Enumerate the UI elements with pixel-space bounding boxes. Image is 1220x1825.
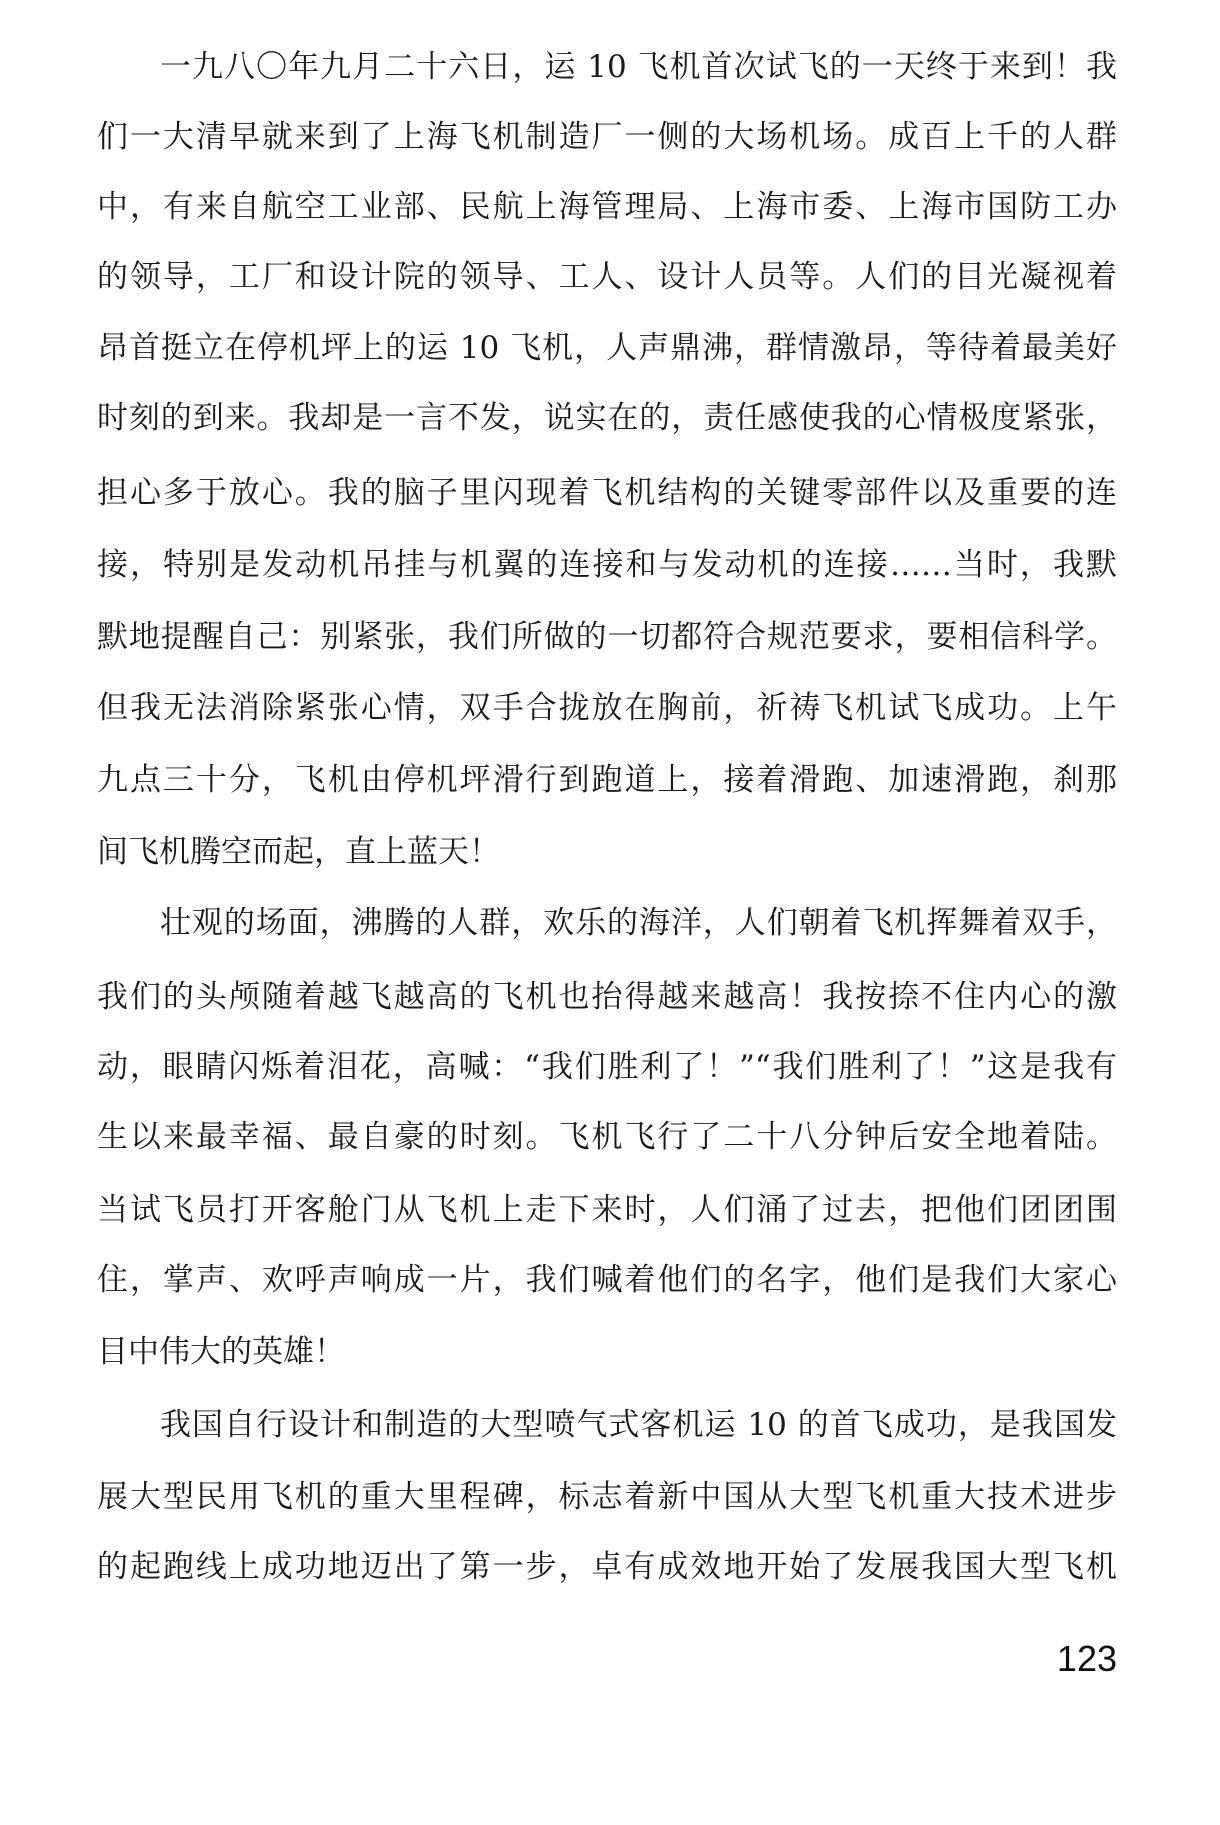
text-line: 时刻的到来。我却是一言不发，说实在的，责任感使我的心情极度紧张， <box>97 400 1117 436</box>
text-line: 们一大清早就来到了上海飞机制造厂一侧的大场机场。成百上千的人群 <box>97 119 1117 155</box>
text-line: 昂首挺立在停机坪上的运 10 飞机，人声鼎沸，群情激昂，等待着最美好 <box>97 330 1117 366</box>
text-line: 的起跑线上成功地迈出了第一步，卓有成效地开始了发展我国大型飞机 <box>97 1549 1117 1585</box>
text-line: 间飞机腾空而起，直上蓝天！ <box>97 834 500 870</box>
text-line: 壮观的场面，沸腾的人群，欢乐的海洋，人们朝着飞机挥舞着双手， <box>160 905 1117 941</box>
text-line: 目中伟大的英雄！ <box>97 1334 345 1370</box>
text-line: 我们的头颅随着越飞越高的飞机也抬得越来越高！我按捺不住内心的激 <box>97 979 1117 1015</box>
text-line: 接，特别是发动机吊挂与机翼的连接和与发动机的连接……当时，我默 <box>97 547 1117 583</box>
text-line: 中，有来自航空工业部、民航上海管理局、上海市委、上海市国防工办 <box>97 189 1117 225</box>
text-line: 担心多于放心。我的脑子里闪现着飞机结构的关键零部件以及重要的连 <box>97 475 1117 511</box>
text-line: 住，掌声、欢呼声响成一片，我们喊着他们的名字，他们是我们大家心 <box>97 1262 1117 1298</box>
text-line: 九点三十分，飞机由停机坪滑行到跑道上，接着滑跑、加速滑跑，刹那 <box>97 762 1117 798</box>
text-line: 我国自行设计和制造的大型喷气式客机运 10 的首飞成功，是我国发 <box>160 1407 1117 1443</box>
page-number: 123 <box>1056 1638 1117 1679</box>
text-line: 默地提醒自己：别紧张，我们所做的一切都符合规范要求，要相信科学。 <box>97 619 1117 655</box>
text-line: 当试飞员打开客舱门从飞机上走下来时，人们涌了过去，把他们团团围 <box>97 1192 1117 1228</box>
text-line: 但我无法消除紧张心情，双手合拢放在胸前，祈祷飞机试飞成功。上午 <box>97 690 1117 726</box>
text-line: 的领导，工厂和设计院的领导、工人、设计人员等。人们的目光凝视着 <box>97 259 1117 295</box>
text-line: 一九八〇年九月二十六日，运 10 飞机首次试飞的一天终于来到！我 <box>160 49 1117 85</box>
text-line: 动，眼睛闪烁着泪花，高喊：“我们胜利了！”“我们胜利了！”这是我有 <box>97 1049 1117 1085</box>
text-line: 展大型民用飞机的重大里程碑，标志着新中国从大型飞机重大技术进步 <box>97 1479 1117 1515</box>
text-line: 生以来最幸福、最自豪的时刻。飞机飞行了二十八分钟后安全地着陆。 <box>97 1119 1117 1155</box>
